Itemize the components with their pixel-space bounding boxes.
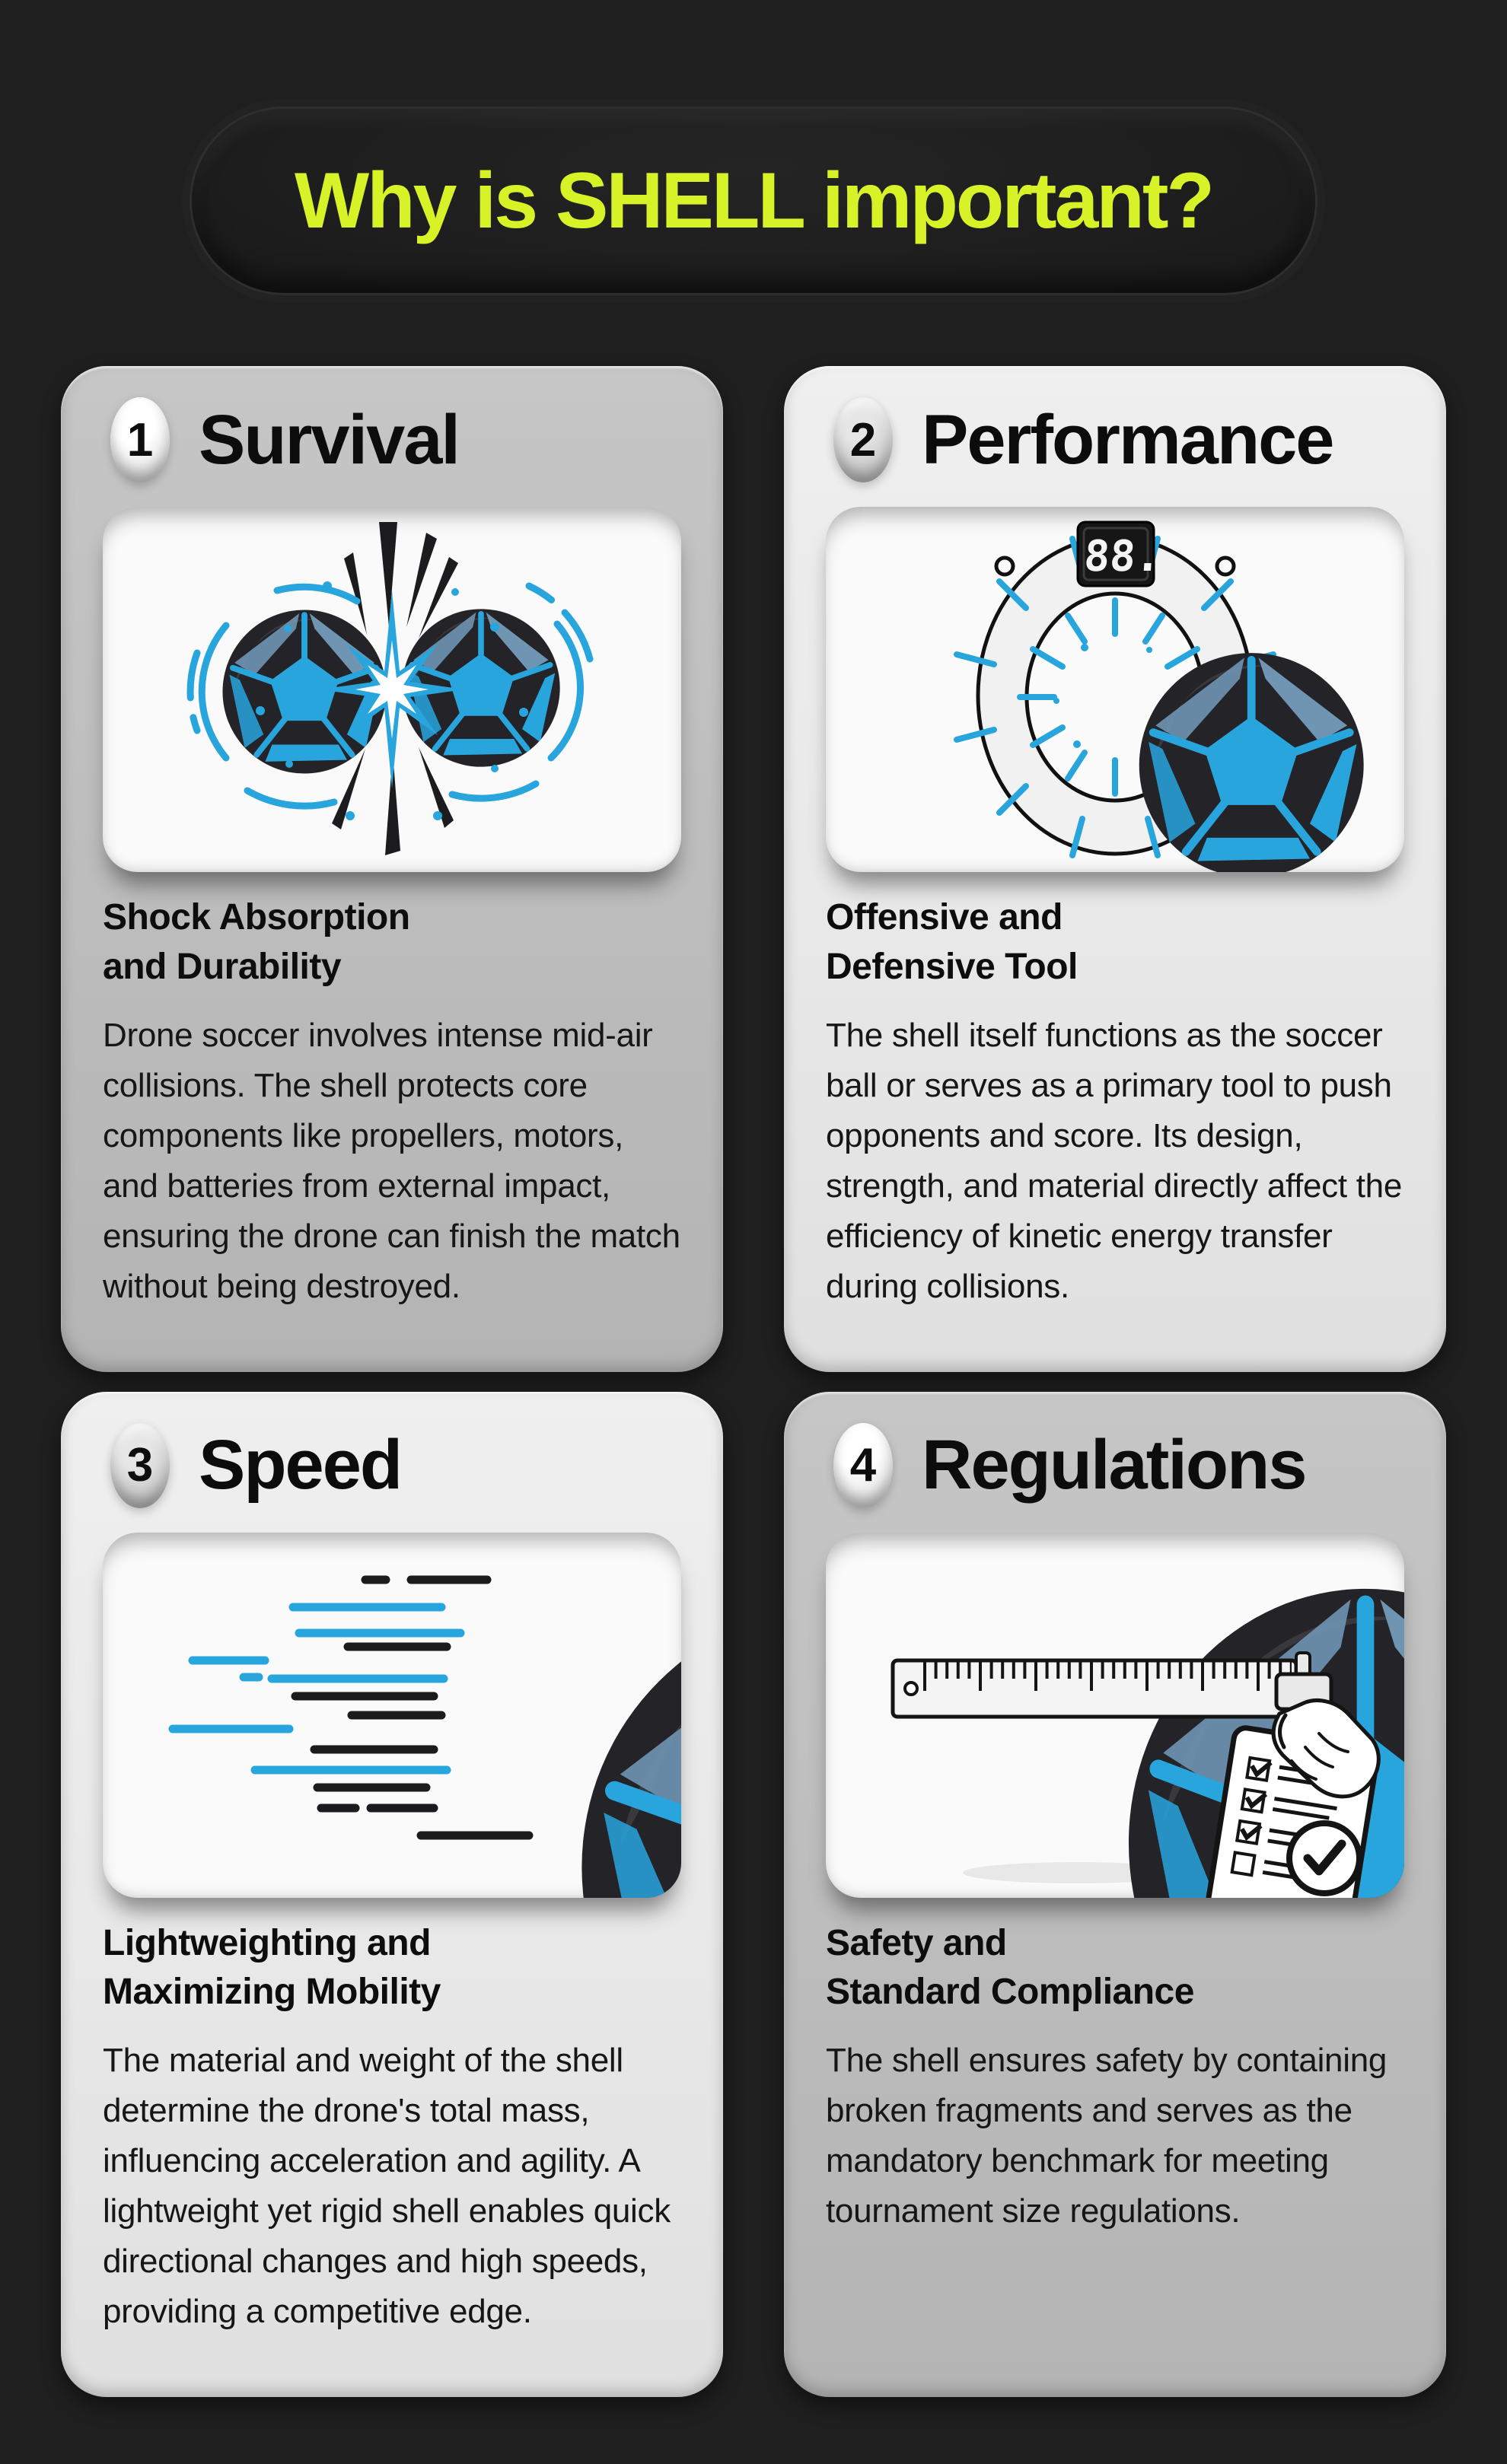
page-title: Why is SHELL important?: [294, 156, 1212, 245]
collision-illustration: [103, 507, 681, 872]
goal-ring-illustration: [826, 507, 1404, 872]
heading-line: Defensive Tool: [826, 946, 1078, 987]
card-body-text: Drone soccer involves intense mid-air collisions. The shell protects core components like propellers, motors, and batteries from external impact, ensuring the drone can finish the match without being destroyed.: [103, 1016, 680, 1305]
cards-grid: [61, 366, 1446, 2397]
card-heading: [826, 893, 1404, 992]
card-heading: [103, 893, 681, 992]
card-body-text: The shell itself functions as the soccer ball or serves as a primary tool to push opponents and score. Its design, strength, and material directly affect the efficiency of kinetic energy transfer during collisions.: [826, 1016, 1402, 1305]
card-body-text: The material and weight of the shell determine the drone's total mass, influencing acceleration and agility. A lightweight yet rigid shell enables quick directional changes and high speeds, providing a competitive edge.: [103, 2042, 671, 2331]
illustration-panel: [103, 1533, 681, 1898]
card-regulations: [784, 1392, 1446, 2398]
badge-number: 1: [126, 413, 154, 466]
card-performance: [784, 366, 1446, 1372]
heading-line: and Durability: [103, 946, 342, 987]
card-heading: [826, 1919, 1404, 2018]
hook-icon: [996, 558, 1013, 575]
number-badge: [833, 397, 893, 482]
card-performance-header: [826, 385, 1404, 484]
heading-line: Safety and: [826, 1922, 1007, 1963]
speed-ball-illustration: [103, 1533, 681, 1898]
card-title: Speed: [199, 1426, 402, 1504]
hook-icon: [1217, 558, 1234, 575]
illustration-panel: [826, 507, 1404, 872]
badge-number: 4: [849, 1439, 877, 1492]
illustration-panel: [826, 1533, 1404, 1898]
ruler-icon: [893, 1660, 1296, 1717]
speed-lines-icon: [173, 1580, 529, 1835]
badge-number: 3: [126, 1439, 154, 1492]
scoreboard-icon: [1078, 522, 1163, 586]
card-heading: [103, 1919, 681, 2018]
card-regulations-header: [826, 1411, 1404, 1510]
card-body-text: The shell ensures safety by containing broken fragments and serves as the mandatory benchmark for meeting tournament size regulations.: [826, 2042, 1388, 2230]
card-title: Performance: [922, 400, 1333, 479]
card-speed-header: [103, 1411, 681, 1510]
soccer-ball-icon: [1139, 653, 1364, 872]
scoreboard-digits: 88.: [1082, 532, 1163, 581]
heading-line: Standard Compliance: [826, 1972, 1194, 2013]
card-title: Regulations: [922, 1426, 1306, 1504]
illustration-panel: [103, 507, 681, 872]
heading-line: Shock Absorption: [103, 897, 410, 938]
heading-line: Maximizing Mobility: [103, 1972, 441, 2013]
heading-line: Offensive and: [826, 897, 1063, 938]
number-badge: [833, 1423, 893, 1508]
checkmark-circle-icon: [1289, 1823, 1359, 1893]
card-speed: [61, 1392, 723, 2398]
card-title: Survival: [199, 400, 459, 479]
number-badge: [110, 397, 170, 482]
card-survival: [61, 366, 723, 1372]
number-badge: [110, 1423, 170, 1508]
page-title-pill: [190, 107, 1317, 295]
card-survival-header: [103, 385, 681, 484]
badge-number: 2: [849, 413, 877, 466]
heading-line: Lightweighting and: [103, 1922, 431, 1963]
soccer-ball-icon: [581, 1604, 681, 1898]
measurement-illustration: [826, 1533, 1404, 1898]
